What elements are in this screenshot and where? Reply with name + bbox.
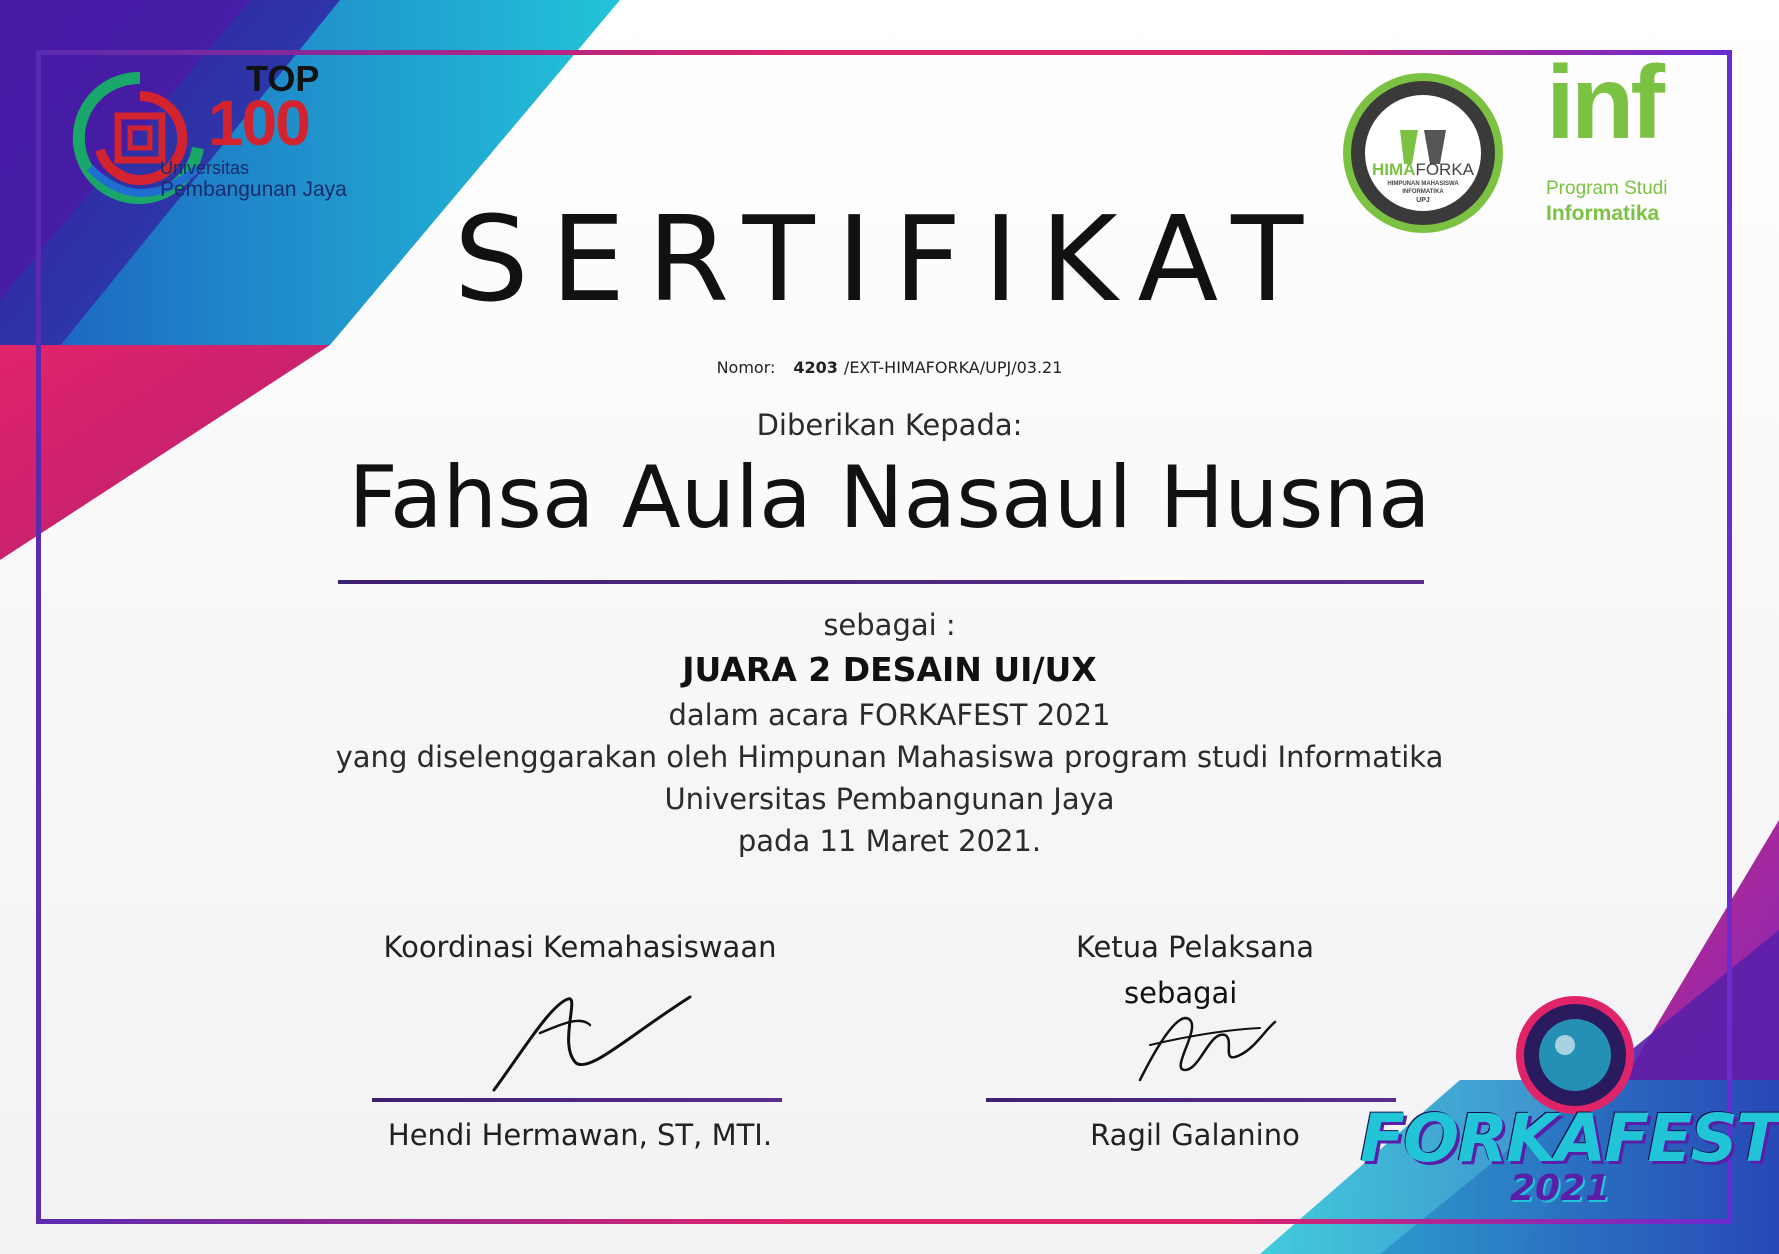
number-suffix: /EXT-HIMAFORKA/UPJ/03.21: [843, 358, 1063, 377]
himaforka-sub1: HIMPUNAN MAHASISWA: [1387, 181, 1459, 187]
right-signature-icon: [1130, 1000, 1280, 1090]
himaforka-sub3: UPJ: [1416, 197, 1430, 204]
as-label: sebagai :: [823, 608, 956, 642]
date-line: pada 11 Maret 2021.: [737, 824, 1042, 858]
recipient-name: Fahsa Aula Nasaul Husna: [348, 448, 1431, 548]
right-signatory-name: Ragil Galanino: [1090, 1118, 1300, 1152]
left-signature-icon: [480, 985, 700, 1095]
organizer-line: yang diselenggarakan oleh Himpunan Mahasiswa program studi Informatika: [335, 740, 1444, 774]
university-line: Universitas Pembangunan Jaya: [664, 782, 1115, 816]
given-to-label: Diberikan Kepada:: [756, 408, 1023, 442]
left-signatory-name: Hendi Hermawan, ST, MTI.: [387, 1118, 773, 1152]
forkafest-logo: [1360, 990, 1779, 1230]
left-signature-role: Koordinasi Kemahasiswaan: [383, 930, 777, 964]
himaforka-sub2: INFORMATIKA: [1402, 189, 1444, 195]
inf-line2: Informatika: [1546, 202, 1660, 225]
forkafest-year: 2021: [1510, 1168, 1611, 1209]
himaforka-name-prefix: HIMA: [1371, 160, 1416, 179]
forkafest-name: FORKAFEST: [1360, 1100, 1779, 1177]
himaforka-name-suffix: FORKA: [1415, 160, 1474, 179]
left-signature-line: [372, 1098, 782, 1102]
top-100-number: 100: [208, 87, 309, 159]
right-signature-role: Ketua Pelaksana: [1075, 930, 1315, 964]
number-label: Nomor:: [716, 358, 776, 377]
top-label: TOP: [246, 58, 320, 99]
number-value: 4203: [793, 358, 838, 377]
event-line: dalam acara FORKAFEST 2021: [668, 698, 1111, 732]
certificate-title: SERTIFIKAT: [453, 190, 1326, 328]
award-title: JUARA 2 DESAIN UI/UX: [682, 650, 1097, 689]
inf-line1: Program Studi: [1546, 178, 1668, 199]
upj-logo-line1: Universitas: [160, 158, 250, 178]
certificate-number: [0, 358, 1779, 377]
recipient-underline: [338, 580, 1424, 584]
right-signature-line: [986, 1098, 1396, 1102]
inf-mark: inf: [1546, 45, 1662, 161]
right-signature-overlay-text: sebagai: [1124, 976, 1238, 1010]
upj-logo-line2: Pembangunan Jaya: [160, 178, 347, 201]
